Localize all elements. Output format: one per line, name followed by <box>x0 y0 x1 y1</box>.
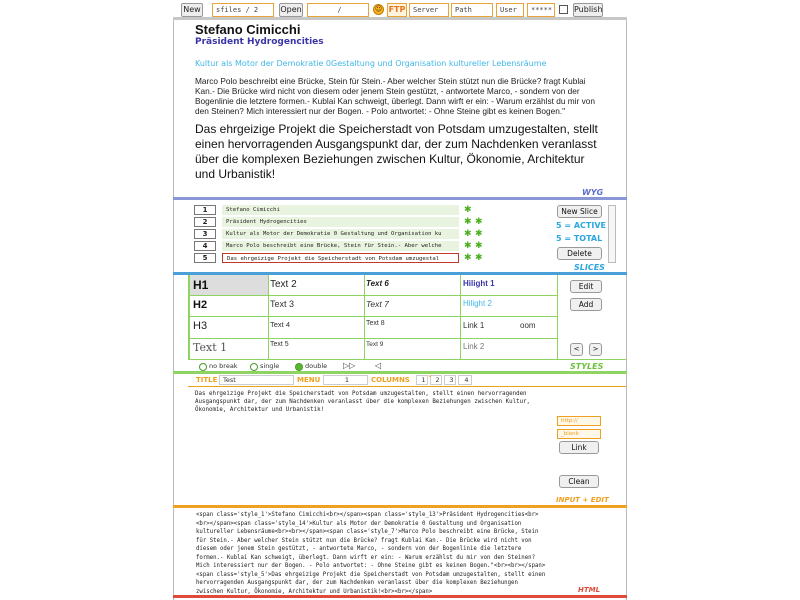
columns-option[interactable]: 3 <box>444 375 456 385</box>
star-icon[interactable]: ✱ <box>464 241 472 251</box>
double-label: double <box>305 362 328 370</box>
input-divider <box>188 386 626 387</box>
star-icon[interactable]: ✱ <box>464 217 472 227</box>
slice-text[interactable]: Das ehrgeizige Projekt die Speicherstadt von Potsdam umzugestal <box>222 253 459 263</box>
style-text-1[interactable]: Text 1 <box>193 341 228 354</box>
menu-label: MENU <box>297 376 321 384</box>
title-field[interactable]: Test <box>219 375 294 385</box>
style-text-4[interactable]: Text 4 <box>270 320 291 329</box>
html-label: HTML <box>578 586 601 594</box>
star-icon[interactable]: ✱ <box>464 253 472 263</box>
style-hilight-2[interactable]: Hilight 2 <box>463 299 492 308</box>
column-marker-icon: ⌄ <box>427 371 433 379</box>
slice-row[interactable] <box>194 229 494 239</box>
url-field[interactable]: http:// <box>557 416 601 426</box>
play-icon[interactable]: ▷▷ <box>343 361 356 370</box>
star-icon[interactable]: ✱ <box>475 241 483 251</box>
styles-divider <box>173 371 627 374</box>
target-field[interactable]: _blank <box>557 429 601 439</box>
single-label: single <box>260 362 280 370</box>
slice-row[interactable] <box>194 241 494 251</box>
styles-label: STYLES <box>570 362 604 371</box>
no-break-radio[interactable] <box>199 363 207 371</box>
grid-line <box>268 275 269 359</box>
smiley-icon[interactable]: ☺ <box>374 5 383 13</box>
slice-text[interactable]: Präsident Hydrogencities <box>222 217 459 227</box>
style-text-5[interactable]: Text 5 <box>270 341 289 348</box>
html-source[interactable]: <span class='style_1'>Stefano Cimicchi<br></span><span class='style_13'>Präsident Hydrogencities<br><br></span><span class='style_14'>Kultur als Motor der Demokratie 0 Gestaltung und Organisation kultureller Lebensräume<br><br></span><span class='style_7'>Marco Polo beschreibt eine Brücke, Stein für Stein.- Aber welcher Stein stützt nun die Brücke? fragt Kublai Kan.- Die Brücke wird nicht von diesem oder jenem Stein gestützt, - antwortete Marco, - sondern von der Bogenlinie die letztere formen.- Kublai Kan schweigt, überlegt. Dann wirft er ein: - Warum erzählst du mir von den Steinen? Mich interessiert nur der Bogen. - Polo antwortet: - Ohne Steine gibt es keinen Bogen."<br><br></span><span class='style_5'>Das ehrgeizige Projekt die Speicherstadt von Potsdam umzugestalten, stellt einen hervorragenden Ausgangspunkt dar, der zum Nachdenken veranlasst über die komplexen Beziehungen zwischen Kultur, Ökonomie, Architektur und Urbanistik!<br><br></span> <box>196 512 546 595</box>
menu-field[interactable]: 1 <box>323 375 368 385</box>
grid-line <box>188 359 626 360</box>
style-link-1[interactable]: Link 1 <box>463 321 485 330</box>
new-button[interactable]: New <box>181 3 203 17</box>
preview-subtitle: Präsident Hydrogencities <box>195 37 324 47</box>
slice-text[interactable]: Marco Polo beschreibt eine Brücke, Stein für Stein.- Aber welche <box>222 241 459 251</box>
slices-label: SLICES <box>574 263 605 272</box>
html-divider <box>173 595 627 598</box>
slice-number: 3 <box>194 229 216 239</box>
style-text-6[interactable]: Text 6 <box>366 279 389 288</box>
title-label: TITLE <box>196 376 218 384</box>
wyg-divider <box>173 197 627 200</box>
slice-row[interactable] <box>194 217 494 227</box>
ftp-path-field[interactable]: Path <box>451 3 493 17</box>
link-button[interactable]: Link <box>559 441 599 454</box>
star-icon[interactable]: ✱ <box>475 229 483 239</box>
grid-line <box>364 275 365 359</box>
slice-number: 1 <box>194 205 216 215</box>
password-field[interactable]: ***** <box>527 3 555 17</box>
publish-button[interactable]: Publish <box>573 3 603 17</box>
top-divider <box>173 17 627 20</box>
next-style-button[interactable]: > <box>589 343 602 356</box>
slice-number: 5 <box>194 253 216 263</box>
user-field[interactable]: User <box>496 3 524 17</box>
no-break-label: no break <box>209 362 238 370</box>
style-text-9[interactable]: Text 9 <box>366 341 384 348</box>
grid-line <box>188 316 558 317</box>
slice-row-selected[interactable] <box>194 253 494 263</box>
slice-text[interactable]: Kultur als Motor der Demokratie 0 Gestaltung und Organisation ku <box>222 229 459 239</box>
grid-line <box>188 338 558 339</box>
preview-title: Stefano Cimicchi <box>195 22 301 37</box>
star-icon[interactable]: ✱ <box>464 229 472 239</box>
style-h2[interactable]: H2 <box>193 299 208 311</box>
server-field[interactable]: Server <box>409 3 449 17</box>
step-back-icon[interactable]: ◁ <box>375 361 382 370</box>
slices-scrollbar[interactable] <box>608 205 616 263</box>
preview-paragraph-2: Das ehrgeizige Projekt die Speicherstadt von Potsdam umzugestalten, stellt einen hervorragenden Ausgangspunkt dar, der zum Nachdenken veranlasst über die komplexen Beziehungen zwischen Kultur, Ökonomie, Architektur und Urbanistik! <box>195 122 598 181</box>
double-radio[interactable] <box>295 363 303 371</box>
columns-label: COLUMNS <box>371 376 410 384</box>
wyg-preview[interactable] <box>195 22 605 182</box>
add-style-button[interactable]: Add <box>570 298 602 311</box>
delete-button[interactable]: Delete <box>557 247 602 260</box>
style-text-3[interactable]: Text 3 <box>270 299 295 309</box>
style-link-2[interactable]: Link 2 <box>463 342 485 351</box>
clean-button[interactable]: Clean <box>559 475 599 488</box>
columns-option[interactable]: 2 <box>430 375 442 385</box>
style-link-1-suffix: oom <box>520 321 536 330</box>
slice-number: 4 <box>194 241 216 251</box>
style-text-2[interactable]: Text 2 <box>270 279 297 290</box>
total-count: 5 = TOTAL <box>556 234 603 243</box>
preview-heading: Kultur als Motor der Demokratie 0Gestaltung und Organisation kultureller Lebensräume <box>195 59 547 68</box>
new-slice-button[interactable]: New Slice <box>557 205 602 218</box>
columns-option[interactable]: 1 <box>416 375 428 385</box>
input-edit-label: INPUT + EDIT <box>556 496 609 504</box>
star-icon[interactable]: ✱ <box>475 253 483 263</box>
slice-number: 2 <box>194 217 216 227</box>
input-edit-divider <box>173 505 627 508</box>
edit-style-button[interactable]: Edit <box>570 280 602 293</box>
style-text-7[interactable]: Text 7 <box>366 299 389 309</box>
star-icon[interactable]: ✱ <box>464 205 472 215</box>
content-editor[interactable]: Das ehrgeizige Projekt die Speicherstadt von Potsdam umzugestalten, stellt einen hervorragenden Ausgangspunkt dar, der zum Nachdenken veranlasst über die komplexen Beziehungen zwischen Kultur, Ökonomie, Architektur und Urbanistik! <box>195 391 531 413</box>
grid-line <box>460 275 461 359</box>
style-h1[interactable]: H1 <box>193 278 209 292</box>
style-h3[interactable]: H3 <box>193 320 208 332</box>
slice-row[interactable] <box>194 205 494 215</box>
grid-line <box>188 295 558 296</box>
path-field[interactable]: / <box>307 3 369 17</box>
active-count: 5 = ACTIVE <box>556 221 606 230</box>
files-field[interactable]: sfiles / 2 <box>212 3 274 17</box>
grid-line <box>557 275 558 359</box>
ftp-label: FTP <box>387 3 407 17</box>
star-icon[interactable]: ✱ <box>475 217 483 227</box>
top-toolbar <box>180 3 620 17</box>
slice-text[interactable]: Stefano Cimicchi <box>222 205 459 215</box>
single-radio[interactable] <box>250 363 258 371</box>
style-text-8[interactable]: Text 8 <box>366 320 385 327</box>
style-hilight-1[interactable]: Hilight 1 <box>463 279 495 288</box>
preview-paragraph-1: Marco Polo beschreibt eine Brücke, Stein für Stein.- Aber welcher Stein stützt nun die Brücke? fragt Kublai Kan.- Die Brücke wird nicht von diesem oder jenem Stein gestützt, - antwortete Marco, - sondern von der Bogenlinie die letztere formen.- Kublai Kan schweigt, überlegt. Dann wirft er ein: - Warum erzählst du mir von den Steinen? Mich interessiert nur der Bogen. - Polo antwortet: - Ohne Steine gibt es keinen Bogen." <box>195 76 595 116</box>
open-button[interactable]: Open <box>279 3 303 17</box>
columns-option[interactable]: 4 <box>458 375 472 385</box>
wyg-label: WYG <box>582 188 604 197</box>
prev-style-button[interactable]: < <box>570 343 583 356</box>
remember-checkbox[interactable] <box>559 5 568 14</box>
